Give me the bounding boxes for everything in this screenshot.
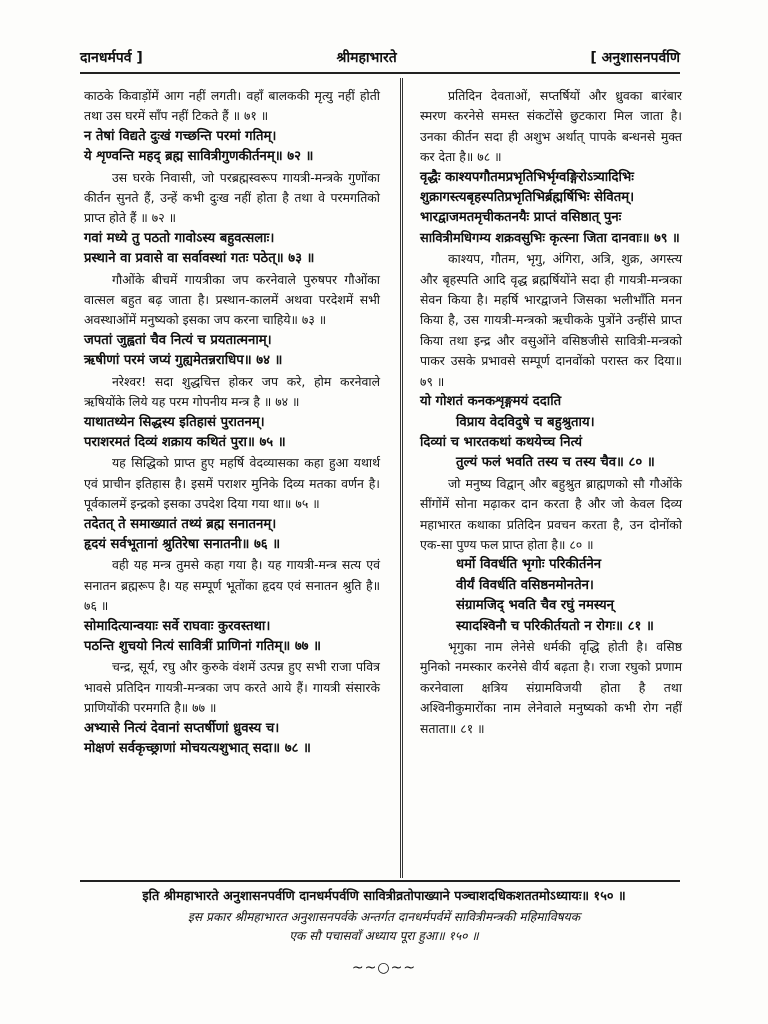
verse-line: वृद्धैः काश्यपगौतमप्रभृतिभिर्भृग्वङ्गिरोऽत्र्यादिभिः (420, 169, 634, 185)
verse-line: दिव्यां च भारतकथां कथयेच्च नित्यं (420, 434, 583, 450)
verse-line: सोमादित्यान्वयाः सर्वे राघवाः कुरवस्तथा। (84, 618, 271, 634)
sanskrit-verse (420, 392, 682, 474)
verse-line: हृदयं सर्वभूतानां श्रुतिरेषा सनातनी॥ ७६ ॥ (84, 536, 281, 552)
translation-paragraph: नरेश्वर! सदा शुद्धचित्त होकर जप करे, होम करनेवाले ऋषियोंके लिये यह परम गोपनीय मन्त्र है ॥ ७४ ॥ (84, 373, 380, 410)
header-center: श्रीमहाभारते (336, 49, 397, 66)
end-ornament: ~~○~~ (351, 960, 417, 976)
sanskrit-verse (84, 127, 380, 168)
verse-line: न तेषां विद्यते दुःखं गच्छन्ति परमां गतिम्। (84, 128, 277, 144)
sanskrit-verse (84, 229, 380, 270)
translation-paragraph: उस घरके निवासी, जो परब्रह्मस्वरूप गायत्री-मन्त्रके गुणोंका कीर्तन सुनते हैं, उन्हें कभी दुःख नहीं होता है तथा वे परमगतिको प्राप्त होते हैं ॥ ७२ ॥ (84, 169, 380, 226)
running-header (80, 44, 680, 70)
verse-line: मोक्षणं सर्वकृच्छ्राणां मोचयत्यशुभात् सदा॥ ७८ ॥ (84, 741, 311, 756)
verse-line: पराशरमतं दिव्यं शक्राय कथितं पुरा॥ ७५ ॥ (84, 434, 286, 450)
translation-paragraph: काठके किवाड़ोंमें आग नहीं लगती। वहाँ बालककी मृत्यु नहीं होती तथा उस घरमें साँप नहीं टिकते हैं ॥ ७१ ॥ (84, 88, 380, 124)
header-right: [ अनुशासनपर्वणि (590, 49, 680, 66)
sanskrit-verse (84, 719, 380, 760)
header-left: दानधर्मपर्व ] (80, 49, 143, 66)
verse-line: पठन्ति शुचयो नित्यं सावित्रीं प्राणिनां गतिम्॥ ७७ ॥ (84, 638, 322, 654)
chapter-end-rule (80, 880, 680, 882)
sanskrit-verse (84, 413, 380, 454)
verse-line: यो गोशतं कनकशृङ्गमयं ददाति (420, 394, 562, 410)
verse-line: विप्राय वेदविदुषे च बहुश्रुताय। (456, 414, 595, 430)
verse-line: प्रस्थाने वा प्रवासे वा सर्वावस्थां गतः पठेत्॥ ७३ ॥ (84, 251, 315, 267)
translation-paragraph: भृगुका नाम लेनेसे धर्मकी वृद्धि होती है। वसिष्ठ मुनिको नमस्कार करनेसे वीर्य बढ़ता है। राजा रघुको प्रणाम करनेवाला क्षत्रिय संग्रामविजयी होता है तथा अश्विनीकुमारोंका नाम लेनेवाले मनुष्यको कभी रोग नहीं सताता॥ ८१ ॥ (420, 638, 682, 736)
verse-line: स्यादश्विनौ च परिकीर्तयतो न रोगः॥ ८१ ॥ (456, 618, 654, 634)
header-rule (80, 72, 680, 74)
verse-line: संग्रामजिद् भवति चैव रघुं नमस्यन् (456, 598, 614, 614)
sanskrit-verse (84, 515, 380, 556)
translation-paragraph: काश्यप, गौतम, भृगु, अंगिरा, अत्रि, शुक्र, अगस्त्य और बृहस्पति आदि वृद्ध ब्रह्मर्षियोंने सदा ही गायत्री-मन्त्रका सेवन किया है। महर्षि भारद्वाजने जिसका भलीभाँति मनन किया है, उस गायत्री-मन्त्रको ऋचीकके पुत्रोंने उन्हींसे प्राप्त किया तथा इन्द्र और वसुओंने वसिष्ठजीसे सावित्री-मन्त्रको पाकर उसके प्रभावसे सम्पूर्ण दानवोंको परास्त कर दिया॥ ७९ ॥ (420, 251, 682, 389)
colophon-sanskrit: इति श्रीमहाभारते अनुशासनपर्वणि दानधर्मपर्वणि सावित्रीव्रतोपाख्याने पञ्चाशदधिकशततमोऽध्यायः॥ १५० ॥ (142, 889, 626, 904)
verse-line: सावित्रीमधिगम्य शक्रवसुभिः कृत्स्ना जिता दानवाः॥ ७९ ॥ (420, 230, 680, 246)
verse-line: ये शृण्वन्ति महद् ब्रह्म सावित्रीगुणकीर्तनम्॥ ७२ ॥ (84, 149, 314, 165)
translation-paragraph: यह सिद्धिको प्राप्त हुए महर्षि वेदव्यासका कहा हुआ यथार्थ एवं प्राचीन इतिहास है। इसमें पराशर मुनिके दिव्य मतका वर्णन है। पूर्वकालमें इन्द्रको इसका उपदेश दिया गया था॥ ७५ ॥ (84, 455, 380, 512)
colophon-hindi-line1: इस प्रकार श्रीमहाभारत अनुशासनपर्वके अन्तर्गत दानधर्मपर्वमें सावित्रीमन्त्रकी महिमाविषयक (187, 910, 581, 924)
verse-line: धर्मो विवर्धति भृगोः परिकीर्तनेन (456, 557, 602, 573)
translation-paragraph: गौओंके बीचमें गायत्रीका जप करनेवाले पुरुषपर गौओंका वात्सल बहुत बढ़ जाता है। प्रस्थान-कालमें अथवा परदेशमें सभी अवस्थाओंमें मनुष्यको इसका जप करना चाहिये॥ ७३ ॥ (84, 271, 380, 328)
verse-line: गवां मध्ये तु पठतो गावोऽस्य बहुवत्सलाः। (84, 230, 275, 246)
verse-line: वीर्यं विवर्धति वसिष्ठनमोनतेन। (456, 577, 594, 593)
verse-line: ऋषीणां परमं जप्यं गुह्यमेतन्नराधिप॥ ७४ ॥ (84, 353, 283, 369)
column-divider (400, 78, 403, 878)
verse-line: तुल्यं फलं भवति तस्य च तस्य चैव॥ ८० ॥ (456, 455, 655, 471)
colophon-hindi-line2: एक सौ पचासवाँ अध्याय पूरा हुआ॥ १५० ॥ (289, 929, 479, 943)
left-column (84, 86, 380, 759)
sanskrit-verse (84, 331, 380, 372)
sanskrit-verse (420, 555, 682, 637)
chapter-colophon (60, 886, 708, 946)
verse-line: जपतां जुह्वतां चैव नित्यं च प्रयतात्मनाम्। (84, 332, 272, 348)
verse-line: तदेतत् ते समाख्यातं तथ्यं ब्रह्म सनातनम्। (84, 516, 277, 532)
translation-paragraph: वही यह मन्त्र तुमसे कहा गया है। यह गायत्री-मन्त्र सत्य एवं सनातन ब्रह्मरूप है। यह सम्पूर्ण भूतोंका हृदय एवं सनातन श्रुति है॥ ७६ ॥ (84, 557, 380, 614)
sanskrit-verse (84, 617, 380, 658)
verse-line: अभ्यासे नित्यं देवानां सप्तर्षीणां ध्रुवस्य च। (84, 720, 280, 736)
verse-line: याथातथ्येन सिद्धस्य इतिहासं पुरातनम्। (84, 414, 265, 430)
verse-line: भारद्वाजमतमृचीकतनयैः प्राप्तं वसिष्ठात् पुनः (420, 210, 622, 226)
translation-paragraph: चन्द्र, सूर्य, रघु और कुरुके वंशमें उत्पन्न हुए सभी राजा पवित्र भावसे प्रतिदिन गायत्री-मन्त्रका जप करते आये हैं। गायत्री संसारके प्राणियोंकी परमगति है॥ ७७ ॥ (84, 659, 380, 716)
translation-paragraph: जो मनुष्य विद्वान् और बहुश्रुत ब्राह्मणको सौ गौओंके सींगोंमें सोना मढ़ाकर दान करता है और जो केवल दिव्य महाभारत कथाका प्रतिदिन प्रवचन करता है, उन दोनोंको एक-सा पुण्य फल प्राप्त होता है॥ ८० ॥ (420, 475, 682, 552)
verse-line: शुक्रागस्त्यबृहस्पतिप्रभृतिभिर्ब्रह्मर्षिभिः सेवितम्। (420, 190, 635, 206)
translation-paragraph: प्रतिदिन देवताओं, सप्तर्षियों और ध्रुवका बारंबार स्मरण करनेसे समस्त संकटोंसे छुटकारा मिल जाता है। उनका कीर्तन सदा ही अशुभ अर्थात् पापके बन्धनसे मुक्त कर देता है॥ ७८ ॥ (420, 88, 682, 165)
sanskrit-verse (420, 168, 682, 250)
right-column (420, 86, 682, 739)
